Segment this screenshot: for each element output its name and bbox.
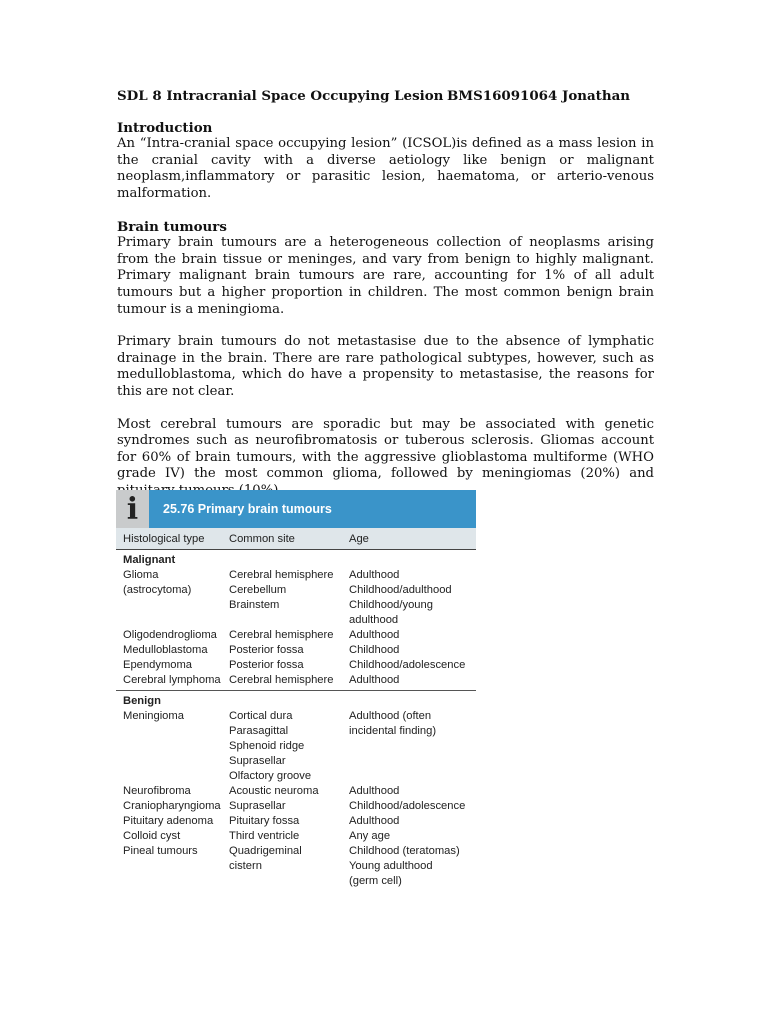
cell-text: (astrocytoma) [123, 584, 192, 596]
student-id: BMS16091064 Jonathan [446, 88, 630, 104]
common-site-cell [229, 814, 349, 829]
table-row [116, 568, 476, 628]
table-row [116, 829, 476, 844]
common-site-cell [229, 673, 349, 688]
introduction-paragraph: An “Intra-cranial space occupying lesion” (ICSOL)is defined as a mass lesion in the cranial cavity with a diverse aetiology like benign or malignant neoplasm,inflammatory or parasitic lesion, haematoma, or arterio-venous malformation. [117, 136, 654, 201]
table-row [116, 673, 476, 688]
cell-text: Meningioma [123, 710, 184, 722]
histological-type-cell [116, 568, 229, 628]
cell-text: Cerebral hemisphere [229, 674, 334, 686]
cell-text: Cerebral lymphoma [123, 674, 221, 686]
cell-text: Brainstem [229, 599, 280, 611]
cell-text: Adulthood [349, 629, 400, 641]
cell-text: Adulthood (often [349, 710, 432, 722]
cell-text: Acoustic neuroma [229, 785, 319, 797]
cell-text: Any age [349, 830, 391, 842]
age-cell [349, 844, 476, 889]
benign-section [116, 694, 476, 891]
cell-text: Suprasellar [229, 755, 286, 767]
table-row [116, 844, 476, 889]
cell-text: Adulthood [349, 569, 400, 581]
document-body [117, 88, 654, 515]
cell-text: Neurofibroma [123, 785, 191, 797]
cell-text: Medulloblastoma [123, 644, 208, 656]
histological-type-cell [116, 709, 229, 784]
brain-tumours-paragraph-3: Most cerebral tumours are sporadic but may be associated with genetic syndromes such as neurofibromatosis or tuberous sclerosis. Gliomas account for 60% of brain tumours, with the aggressive glioblastoma multiforme (WHO grade IV) the most common glioma, followed by meningiomas (20%) and [117, 416, 654, 482]
histological-type-cell [116, 799, 229, 814]
table-row [116, 628, 476, 643]
common-site-cell [229, 643, 349, 658]
cell-text: Olfactory groove [229, 770, 312, 782]
benign-section-label: Benign [123, 695, 161, 707]
cell-text: Cerebral hemisphere [229, 629, 334, 641]
cell-text: Adulthood [349, 785, 400, 797]
cell-text: Adulthood [349, 674, 400, 686]
table-title-bar [116, 490, 476, 528]
cell-text: Cortical dura [229, 710, 293, 722]
cell-text: Pituitary adenoma [123, 815, 214, 827]
cell-text: Colloid cyst [123, 830, 181, 842]
age-cell [349, 673, 476, 688]
cell-text: Adulthood [349, 815, 400, 827]
age-cell [349, 829, 476, 844]
column-header-common-site: Common site [229, 532, 295, 545]
cell-text: Childhood/adolescence [349, 659, 466, 671]
histological-type-cell [116, 784, 229, 799]
age-cell [349, 784, 476, 799]
common-site-cell [229, 709, 349, 784]
common-site-cell [229, 799, 349, 814]
age-cell [349, 628, 476, 643]
cell-text: Posterior fossa [229, 644, 304, 656]
common-site-cell [229, 658, 349, 673]
cell-text: Childhood [349, 644, 400, 656]
cell-text: Pineal tumours [123, 845, 198, 857]
age-cell [349, 814, 476, 829]
common-site-cell [229, 829, 349, 844]
histological-type-cell [116, 643, 229, 658]
cell-text: Childhood/adulthood [349, 584, 452, 596]
column-header-histological-type: Histological type [123, 532, 205, 545]
brain-tumours-heading: Brain tumours [117, 218, 227, 235]
cell-text: Glioma [123, 569, 159, 581]
cell-text: Childhood/adolescence [349, 800, 466, 812]
table-column-headers [116, 528, 476, 550]
common-site-cell [229, 784, 349, 799]
introduction-heading: Introduction [117, 119, 213, 136]
histological-type-cell [116, 814, 229, 829]
common-site-cell [229, 844, 349, 889]
histological-type-cell [116, 628, 229, 643]
histological-type-cell [116, 829, 229, 844]
cell-text: Pituitary fossa [229, 815, 300, 827]
cell-text: incidental finding) [349, 725, 437, 737]
cell-text: Childhood (teratomas) [349, 845, 460, 857]
histological-type-cell [116, 658, 229, 673]
common-site-cell [229, 568, 349, 628]
cell-text: Third ventricle [229, 830, 300, 842]
age-cell [349, 709, 476, 784]
malignant-section [116, 553, 476, 691]
cell-text: (germ cell) [349, 875, 402, 887]
info-badge-icon: i [116, 490, 149, 528]
table-row [116, 709, 476, 784]
brain-tumours-paragraph-2: Primary brain tumours do not metastasise due to the absence of lymphatic drainage in the brain. There are rare pathological subtypes, however, such as medulloblastoma, which do have a propensity to metastasise, the reasons for this are not clear. [117, 334, 654, 399]
common-site-cell [229, 628, 349, 643]
cell-text: Posterior fossa [229, 659, 304, 671]
table-row [116, 658, 476, 673]
cell-text: Oligodendroglioma [123, 629, 217, 641]
table-row [116, 643, 476, 658]
cell-text: Craniopharyngioma [123, 800, 221, 812]
age-cell [349, 568, 476, 628]
malignant-section-label: Malignant [123, 554, 176, 566]
primary-brain-tumours-table [116, 490, 476, 891]
age-cell [349, 658, 476, 673]
document-title: SDL 8 Intracranial Space Occupying Lesion [117, 88, 444, 104]
brain-tumours-paragraph-1: Primary brain tumours are a heterogeneous collection of neoplasms arising from the brain tissue or meninges, and vary from benign to highly malignant. Primary malignant brain tumours are rare, accounting for 1% of all adult tumours but a higher proportion in children. The most common benign brain tumour is a meningioma. [117, 235, 654, 317]
cell-text: Childhood/young [349, 599, 433, 611]
table-row [116, 814, 476, 829]
age-cell [349, 643, 476, 658]
column-header-age: Age [349, 532, 369, 545]
cell-text: Sphenoid ridge [229, 740, 305, 752]
cell-text: cistern [229, 860, 262, 872]
histological-type-cell [116, 844, 229, 889]
cell-text: adulthood [349, 614, 399, 626]
cell-text: Suprasellar [229, 800, 286, 812]
age-cell [349, 799, 476, 814]
cell-text: Quadrigeminal [229, 845, 302, 857]
cell-text: Parasagittal [229, 725, 289, 737]
table-title: 25.76 Primary brain tumours [163, 502, 332, 516]
cell-text: Ependymoma [123, 659, 193, 671]
cell-text: Cerebellum [229, 584, 287, 596]
table-row [116, 799, 476, 814]
cell-text: Young adulthood [349, 860, 433, 872]
cell-text: Cerebral hemisphere [229, 569, 334, 581]
table-row [116, 784, 476, 799]
histological-type-cell [116, 673, 229, 688]
document-header [117, 88, 654, 105]
